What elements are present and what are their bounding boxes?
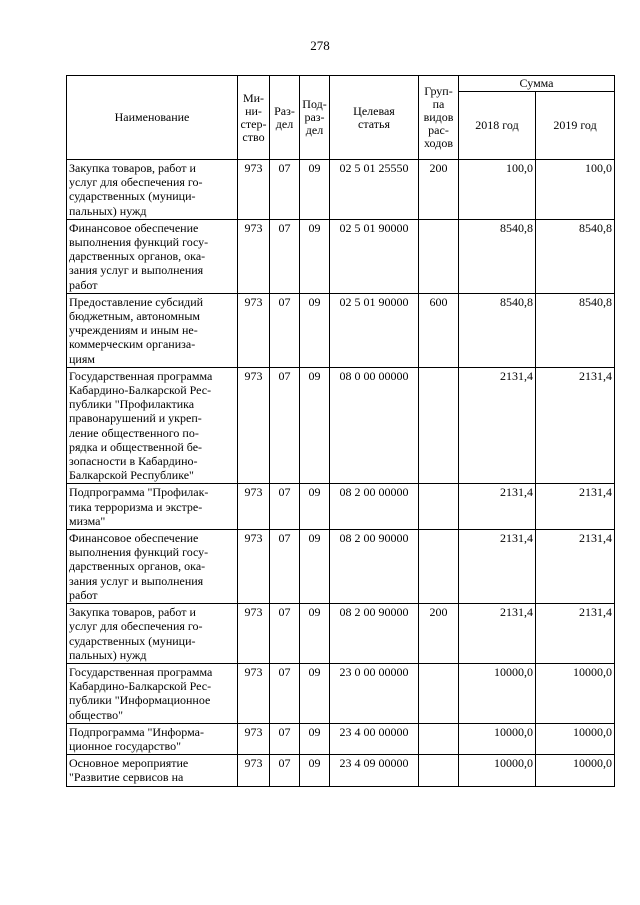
cell-ministry: 973	[238, 663, 270, 723]
cell-ministry: 973	[238, 484, 270, 530]
cell-name: Предоставление субсидий бюджетным, автономным учреждениям и иным не- коммерческим организа- циям	[67, 293, 238, 367]
cell-y2019: 10000,0	[536, 663, 615, 723]
cell-name: Подпрограмма "Информа- ционное государство"	[67, 723, 238, 754]
cell-group: 200	[419, 604, 459, 664]
header-group: Груп- па видов рас- ходов	[419, 76, 459, 160]
cell-section: 07	[270, 530, 300, 604]
cell-group: 200	[419, 160, 459, 220]
cell-section: 07	[270, 604, 300, 664]
cell-y2018: 8540,8	[459, 293, 536, 367]
cell-name: Подпрограмма "Профилак- тика терроризма и экстре- мизма"	[67, 484, 238, 530]
cell-y2018: 100,0	[459, 160, 536, 220]
cell-y2018: 8540,8	[459, 219, 536, 293]
cell-ministry: 973	[238, 723, 270, 754]
cell-y2019: 8540,8	[536, 219, 615, 293]
cell-target: 08 2 00 90000	[330, 530, 419, 604]
table-row	[67, 219, 615, 293]
cell-y2018: 10000,0	[459, 723, 536, 754]
cell-section: 07	[270, 293, 300, 367]
cell-subsection: 09	[300, 723, 330, 754]
cell-name: Государственная программа Кабардино-Балкарской Рес- публики "Информационное общество"	[67, 663, 238, 723]
cell-subsection: 09	[300, 219, 330, 293]
cell-y2019: 2131,4	[536, 530, 615, 604]
table-row	[67, 367, 615, 484]
table-row	[67, 484, 615, 530]
cell-y2018: 2131,4	[459, 530, 536, 604]
cell-name: Государственная программа Кабардино-Балкарской Рес- публики "Профилактика правонарушений и укреп- ление общественного по- рядка и общественной бе- зопасности в Кабардино- Балкарской Республике"	[67, 367, 238, 484]
cell-name: Финансовое обеспечение выполнения функций госу- дарственных органов, ока- зания услуг и выполнения работ	[67, 219, 238, 293]
cell-subsection: 09	[300, 160, 330, 220]
cell-ministry: 973	[238, 367, 270, 484]
cell-y2018: 10000,0	[459, 755, 536, 786]
cell-subsection: 09	[300, 484, 330, 530]
cell-name: Основное мероприятие "Развитие сервисов на	[67, 755, 238, 786]
cell-name: Закупка товаров, работ и услуг для обеспечения го- сударственных (муници- пальных) нужд	[67, 160, 238, 220]
header-year-2019: 2019 год	[536, 92, 615, 160]
cell-section: 07	[270, 160, 300, 220]
cell-y2018: 2131,4	[459, 604, 536, 664]
header-subsection: Под- раз- дел	[300, 76, 330, 160]
cell-y2019: 2131,4	[536, 604, 615, 664]
cell-y2019: 8540,8	[536, 293, 615, 367]
cell-section: 07	[270, 663, 300, 723]
table-row	[67, 663, 615, 723]
cell-target: 23 4 09 00000	[330, 755, 419, 786]
cell-ministry: 973	[238, 530, 270, 604]
table-row	[67, 160, 615, 220]
table-row	[67, 530, 615, 604]
cell-group: 600	[419, 293, 459, 367]
cell-section: 07	[270, 367, 300, 484]
table-row	[67, 755, 615, 786]
header-name: Наименование	[67, 76, 238, 160]
table-row	[67, 293, 615, 367]
cell-ministry: 973	[238, 755, 270, 786]
cell-y2019: 10000,0	[536, 755, 615, 786]
cell-target: 02 5 01 90000	[330, 219, 419, 293]
header-target: Целевая статья	[330, 76, 419, 160]
table-row	[67, 604, 615, 664]
cell-section: 07	[270, 219, 300, 293]
cell-target: 08 0 00 00000	[330, 367, 419, 484]
cell-section: 07	[270, 755, 300, 786]
cell-subsection: 09	[300, 293, 330, 367]
cell-y2018: 2131,4	[459, 367, 536, 484]
cell-group	[419, 367, 459, 484]
table-body	[67, 160, 615, 787]
cell-section: 07	[270, 484, 300, 530]
cell-group	[419, 723, 459, 754]
header-ministry: Ми- ни- стер- ство	[238, 76, 270, 160]
cell-ministry: 973	[238, 293, 270, 367]
cell-subsection: 09	[300, 367, 330, 484]
cell-ministry: 973	[238, 604, 270, 664]
cell-section: 07	[270, 723, 300, 754]
cell-y2019: 100,0	[536, 160, 615, 220]
cell-name: Финансовое обеспечение выполнения функций госу- дарственных органов, ока- зания услуг и выполнения работ	[67, 530, 238, 604]
page-number: 278	[310, 38, 330, 53]
header-section: Раз- дел	[270, 76, 300, 160]
cell-target: 08 2 00 00000	[330, 484, 419, 530]
cell-group	[419, 530, 459, 604]
cell-target: 23 4 00 00000	[330, 723, 419, 754]
cell-group	[419, 484, 459, 530]
cell-target: 02 5 01 90000	[330, 293, 419, 367]
cell-group	[419, 219, 459, 293]
cell-ministry: 973	[238, 160, 270, 220]
cell-subsection: 09	[300, 755, 330, 786]
cell-subsection: 09	[300, 663, 330, 723]
cell-y2019: 10000,0	[536, 723, 615, 754]
cell-y2019: 2131,4	[536, 367, 615, 484]
cell-group	[419, 663, 459, 723]
cell-subsection: 09	[300, 604, 330, 664]
cell-y2018: 10000,0	[459, 663, 536, 723]
cell-ministry: 973	[238, 219, 270, 293]
cell-y2018: 2131,4	[459, 484, 536, 530]
cell-name: Закупка товаров, работ и услуг для обеспечения го- сударственных (муници- пальных) нужд	[67, 604, 238, 664]
cell-target: 08 2 00 90000	[330, 604, 419, 664]
cell-subsection: 09	[300, 530, 330, 604]
cell-y2019: 2131,4	[536, 484, 615, 530]
cell-target: 23 0 00 00000	[330, 663, 419, 723]
cell-group	[419, 755, 459, 786]
header-sum: Сумма	[459, 76, 615, 92]
budget-table	[66, 75, 615, 787]
table-row	[67, 723, 615, 754]
cell-target: 02 5 01 25550	[330, 160, 419, 220]
header-year-2018: 2018 год	[459, 92, 536, 160]
